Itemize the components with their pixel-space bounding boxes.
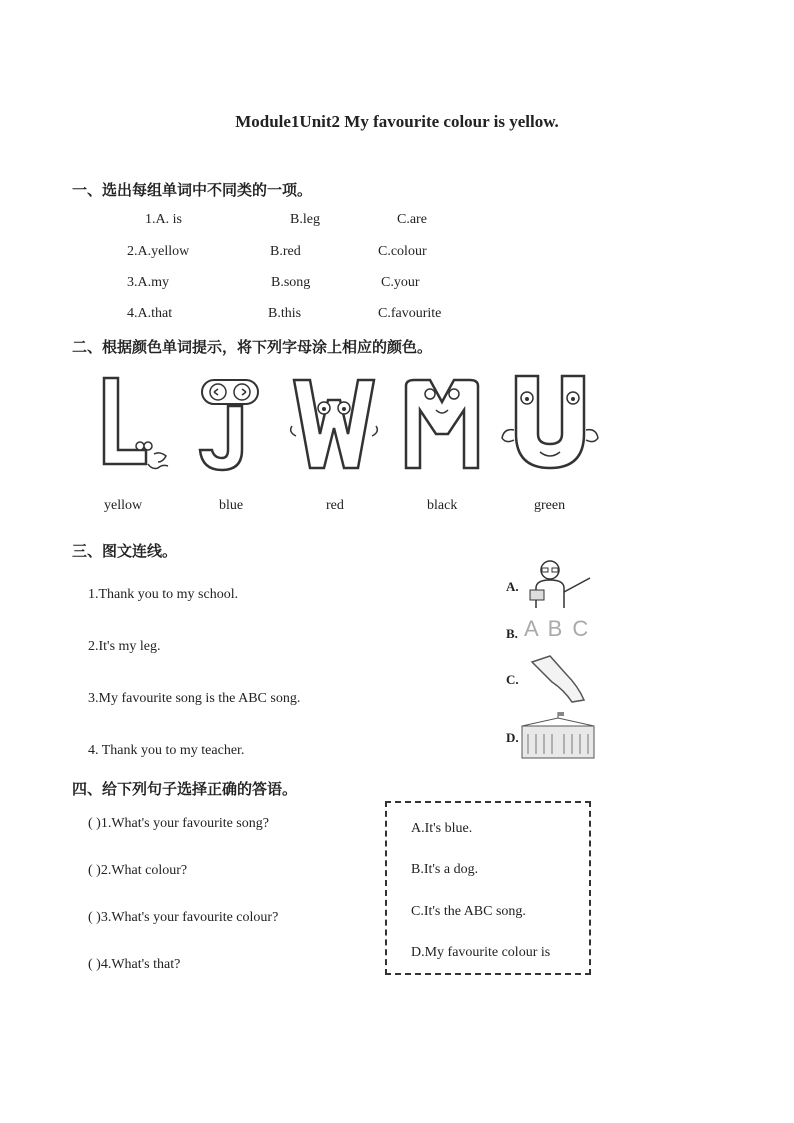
s4-answer-c: C.It's the ABC song. xyxy=(411,904,526,919)
letter-j-cartoon xyxy=(194,372,266,476)
pic-label-b: B. xyxy=(506,626,518,641)
section-2-heading: 二、根据颜色单词提示，将下列字母涂上相应的颜色。 xyxy=(72,338,433,356)
s1-row1-a: 1.A. is xyxy=(145,212,182,227)
section-4-heading: 四、给下列句子选择正确的答语。 xyxy=(72,780,298,798)
letter-u-cartoon xyxy=(498,368,602,476)
s1-row3-c: C.your xyxy=(381,275,420,290)
s4-question-4: ( )4.What's that? xyxy=(88,957,181,972)
teacher-picture xyxy=(520,556,596,610)
pic-label-d: D. xyxy=(506,730,519,745)
s4-question-3: ( )3.What's your favourite colour? xyxy=(88,910,279,925)
abc-letters-picture: A B C xyxy=(524,616,591,641)
s1-row2-b: B.red xyxy=(270,244,301,259)
page-title: Module1Unit2 My favourite colour is yellow. xyxy=(235,112,559,131)
color-label-black: black xyxy=(427,498,458,513)
s1-row1-c: C.are xyxy=(397,212,427,227)
s1-row4-b: B.this xyxy=(268,306,302,321)
s1-row3-a: 3.A.my xyxy=(127,275,169,290)
color-label-green: green xyxy=(534,498,566,513)
pic-label-c: C. xyxy=(506,672,519,687)
section-3-heading: 三、图文连线。 xyxy=(72,542,178,560)
s1-row4-c: C.favourite xyxy=(378,306,442,321)
letter-w-cartoon xyxy=(288,372,380,476)
letter-l-cartoon xyxy=(96,372,178,476)
s1-row4-a: 4.A.that xyxy=(127,306,173,321)
s4-question-1: ( )1.What's your favourite song? xyxy=(88,816,269,831)
s1-row2-a: 2.A.yellow xyxy=(127,244,190,259)
s4-question-2: ( )2.What colour? xyxy=(88,863,188,878)
s4-answer-d: D.My favourite colour is xyxy=(411,945,551,960)
school-building-picture xyxy=(520,712,596,760)
s1-row3-b: B.song xyxy=(271,275,311,290)
color-label-red: red xyxy=(326,498,344,513)
leg-picture xyxy=(526,652,596,704)
s4-answer-b: B.It's a dog. xyxy=(411,862,479,877)
s1-row1-b: B.leg xyxy=(290,212,320,227)
color-label-yellow: yellow xyxy=(104,498,143,513)
s4-answer-a: A.It's blue. xyxy=(411,821,473,836)
s3-sentence-3: 3.My favourite song is the ABC song. xyxy=(88,691,301,706)
color-label-blue: blue xyxy=(219,498,244,513)
s3-sentence-1: 1.Thank you to my school. xyxy=(88,587,239,602)
s3-sentence-2: 2.It's my leg. xyxy=(88,639,161,654)
letter-m-cartoon xyxy=(400,372,484,476)
pic-label-a: A. xyxy=(506,579,519,594)
section-1-heading: 一、选出每组单词中不同类的一项。 xyxy=(72,181,313,199)
s3-sentence-4: 4. Thank you to my teacher. xyxy=(88,743,245,758)
s1-row2-c: C.colour xyxy=(378,244,427,259)
